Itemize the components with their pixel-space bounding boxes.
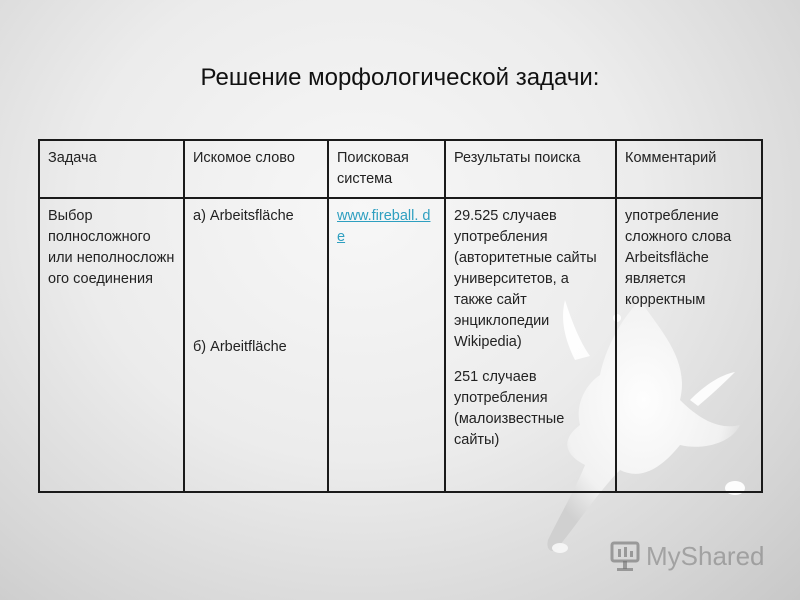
morphology-table [38, 139, 763, 493]
presentation-board-icon [610, 540, 640, 572]
cell-search-results [445, 198, 616, 492]
watermark-text: MyShared [646, 540, 765, 571]
cell-comment: употребление сложного слова Arbeitsfläche является корректным [616, 198, 762, 492]
word-variant-b: б) Arbeitfläche [193, 339, 287, 355]
result-variant-a: 29.525 случаев употребления (авторитетные сайты университетов, а также сайт энциклопедии Wikipedia) [454, 208, 597, 350]
header-search-engine: Поисковая система [328, 140, 445, 198]
cell-search-engine [328, 198, 445, 492]
header-target-word: Искомое слово [184, 140, 328, 198]
cell-target-word [184, 198, 328, 492]
slide-title: Решение морфологической задачи: [200, 64, 600, 91]
result-variant-b: 251 случаев употребления (малоизвестные сайты) [454, 369, 565, 448]
table-header-row [39, 140, 762, 198]
search-engine-link[interactable]: www.fireball. de [337, 208, 431, 245]
word-variant-a: а) Arbeitsfläche [193, 208, 294, 224]
watermark [610, 536, 765, 576]
header-task: Задача [39, 140, 184, 198]
cell-task: Выбор полносложного или неполносложн ого соединения [39, 198, 184, 492]
table-row [39, 198, 762, 492]
header-search-results: Результаты поиска [445, 140, 616, 198]
header-comment: Комментарий [616, 140, 762, 198]
